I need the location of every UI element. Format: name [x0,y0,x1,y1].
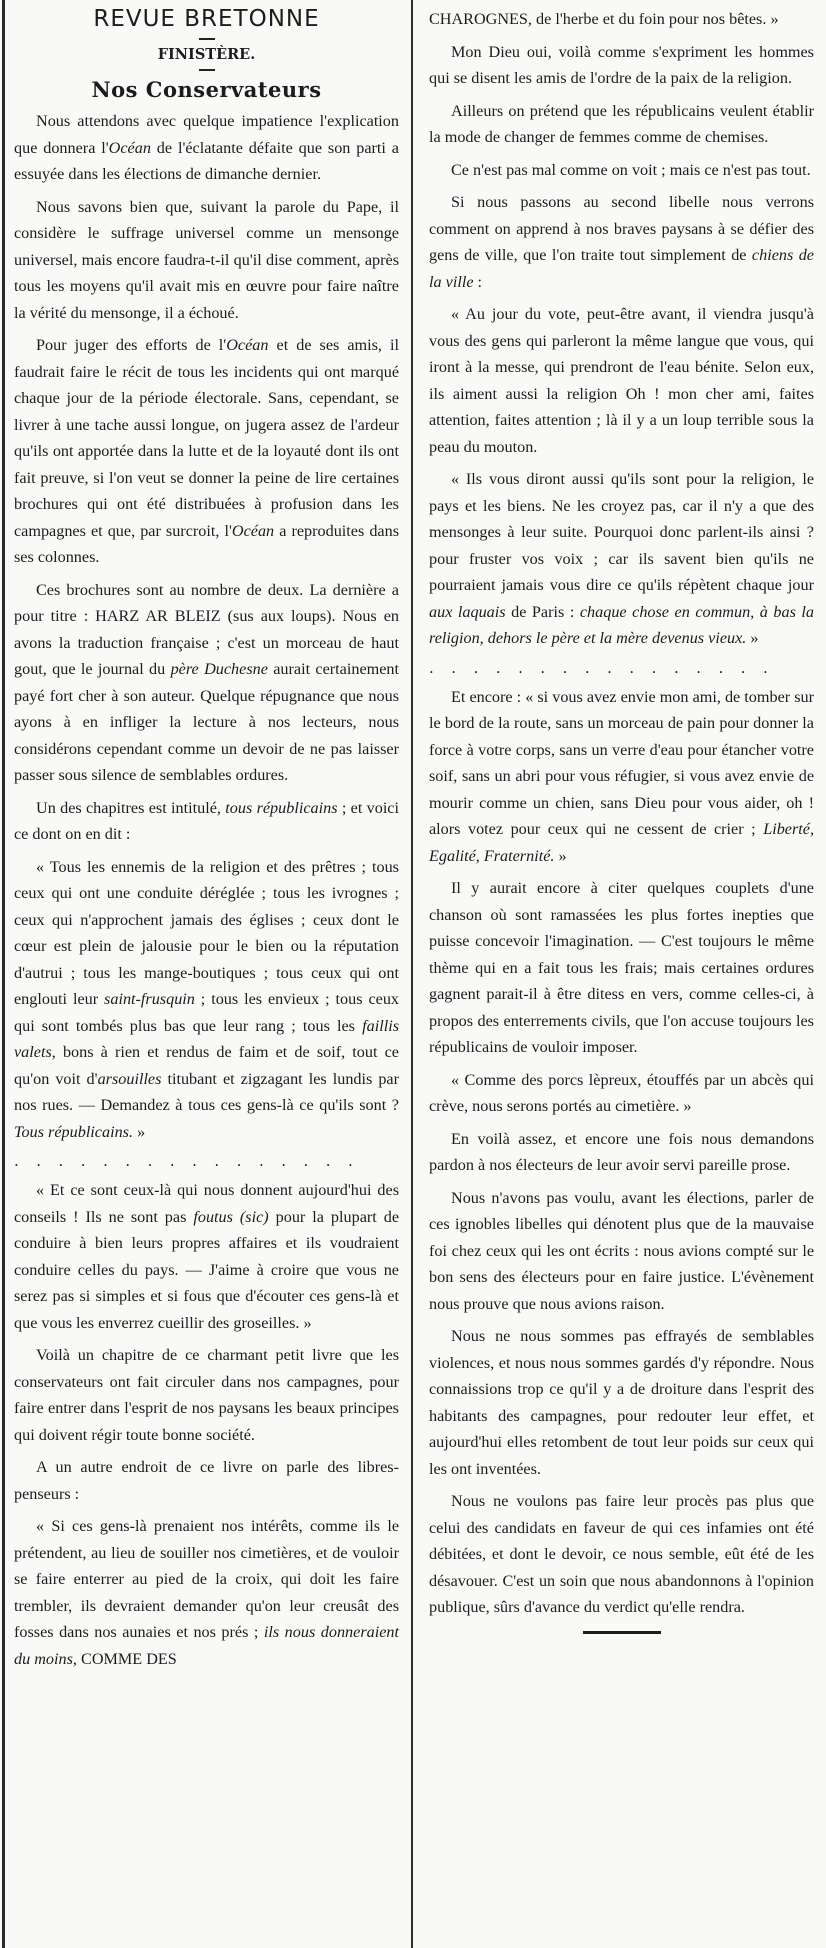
paragraph: Nous ne nous sommes pas effrayés de semblables violences, et nous nous sommes gardés d'y répondre. Nous connaissions trop ce qu'il y a de droiture dans l'esprit des habitants des campagnes, pour redouter leur effet, et aujourd'hui elles retombent de tout leur poids sur ceux qui les ont inventées. [429,1327,814,1478]
quote-paragraph: « Et ce sont ceux-là qui nous donnent aujourd'hui des conseils ! Ils ne sont pas foutus (sic) pour la plupart de conduire à bien leurs propres affaires et ils voudraient conduire celles du pays. — J'aime à croire que vous ne serez pas si simples et si fous que d'écouter ces gens-là et que vous les enverrez cueillir des groseilles. » [14,1181,400,1332]
paragraph: Ces brochures sont au nombre de deux. La dernière a pour titre : HARZ AR BLEIZ (sus aux loups). Nous en avons la traduction française ; c'est un morceau de haut gout, que le journal du père Duchesne aurait certainement payé fort cher à son auteur. Quelque répugnance que nous ayons à en infliger la lecture à nos lecteurs, nous considérons cependant comme un devoir de ne pas laisser passer sous silence de semblables ordures. [14,580,400,784]
paragraph: Et encore : « si vous avez envie mon ami, de tomber sur le bord de la route, sans un morceau de pain pour donner la force à votre corps, sans un verre d'eau pour étancher votre soif, sans un abri pour vous réfugier, si vous avez envie de mourir comme un chien, sans Dieu pour vous aider, oh ! alors votez pour ceux qui ne cessent de crier ; Liberté, Egalité, Fraternité. » [429,687,814,865]
masthead-title: REVUE BRETONNE [93,6,320,32]
paragraph: En voilà assez, et encore une fois nous demandons pardon à nos électeurs de leur avoir servi pareille prose. [429,1129,814,1174]
paragraph: Un des chapitres est intitulé, tous républicains ; et voici ce dont on en dit : [14,798,399,843]
paragraph: Pour juger des efforts de l'Océan et de ses amis, il faudrait faire le récit de tous les incidents qui ont marqué chaque jour de la période électorale. Sans, cependant, se livrer à une tache aussi longue, on jugera assez de l'ardeur qu'ils ont apportée dans la lutte et de la loyauté dont ils ont fait preuve, si l'on veut se donner la peine de lire certaines brochures qui ont été distribuées à profusion dans les campagnes et que, par surcroit, l'Océan a reproduites dans ses colonnes. [14,336,399,566]
article-headline: Nos Conservateurs [91,77,322,102]
section-title: FINISTÈRE. [157,46,256,63]
paragraph: Si nous passons au second libelle nous verrons comment on apprend à nos braves paysans à se défier des gens de ville, que l'on traite tout simplement de chiens de la ville : [429,193,814,291]
paragraph: Nous n'avons pas voulu, avant les élections, parler de ces ignobles libelles qui dénotent plus que de la mauvaise foi chez ceux qui les ont écrits : nous avions compté sur le bon sens des électeurs pour en faire justice. L'évènement nous prouve que nous avions raison. [429,1188,814,1313]
ellipsis-separator: ................ [14,1152,371,1170]
quote-paragraph: « Si ces gens-là prenaient nos intérêts, comme ils le prétendent, au lieu de souiller nos cimetières, et de vouloir se faire enterrer au pied de la croix, qui doit les faire trembler, ils devraient demander qu'on leur creusât des fosses dans nos aunaies et nos prés ; ils nous donneraient du moins, COMME DES [14,1517,399,1668]
paragraph: Ce n'est pas mal comme on voit ; mais ce n'est pas tout. [451,160,811,179]
paragraph: Mon Dieu oui, voilà comme s'expriment les hommes qui se disent les amis de l'ordre de la paix de la religion. [429,42,814,87]
column-divider [411,0,413,1948]
right-column [413,0,826,1948]
paragraph: A un autre endroit de ce livre on parle des libres-penseurs : [14,1458,399,1503]
paragraph: Voilà un chapitre de ce charmant petit livre que les conservateurs ont fait circuler dans nos campagnes, pour faire entrer dans l'esprit de nos paysans les beaux principes qui doivent régir toute bonne société. [14,1346,399,1444]
paragraph: Ailleurs on prétend que les républicains veulent établir la mode de changer de femmes comme de chemises. [429,101,814,146]
quote-paragraph: « Au jour du vote, peut-être avant, il viendra jusqu'à vous des gens qui parleront la même langue que vous, qui iront à la messe, qui prendront de l'eau bénite. Selon eux, ils aiment aussi la religion Oh ! mon cher ami, faites attention, faites attention ; là il y a un loup terrible sous la peau du mouton. [429,305,814,456]
ellipsis-separator: ................ [429,658,786,677]
paragraph: Nous ne voulons pas faire leur procès pas plus que celui des candidats en faveur de qui ces infamies ont été débitées, et dont le devoir, ce nous semble, eût été de les désavouer. C'est un soin que nous abandonnons à l'opinion publique, sûrs d'avance du verdict qu'elle rendra. [429,1492,814,1616]
quote-paragraph: « Comme des porcs lèpreux, étouffés par un abcès qui crève, nous serons portés au cimetière. » [429,1070,814,1115]
separator-dash [199,69,215,71]
paragraph: Nous attendons avec quelque impatience l'explication que donnera l'Océan de l'éclatante défaite que son parti a essuyée dans les élections de dimanche dernier. [14,112,399,183]
article-end-rule [583,1631,661,1634]
quote-paragraph: « Ils vous diront aussi qu'ils sont pour la religion, le pays et les biens. Ne les croyez pas, car il n'y a que des mensonges à leur suite. Pourquoi donc parlent-ils ainsi ? pour fruster vos voix ; car ils savent bien qu'ils ne pourraient jamais vous dire ce qu'ils répètent chaque jour aux laquais de Paris : chaque chose en commun, à bas la religion, dehors le père et la mère devenus vieux. » [429,470,814,647]
paragraph: CHAROGNES, de l'herbe et du foin pour nos bêtes. » [429,10,779,28]
paragraph: Nous savons bien que, suivant la parole du Pape, il considère le suffrage universel comme un mensonge universel, mais encore faudra-t-il qu'il dise comment, après tous les moyens qu'il avait mis en œuvre pour faire naître la vérité du mensonge, il a échoué. [14,197,399,322]
separator-dash [199,38,215,40]
paragraph: Il y aurait encore à citer quelques couplets d'une chanson où sont ramassées les plus fortes inepties que puisse concevoir l'imagination. — C'est toujours le même thème qui en a fait tous les frais; mais certaines ordures gagnent parait-il à être ditess en vers, comme celles-ci, à propos des enterrements civils, que l'on accuse toujours les républicains de vouloir imposer. [429,879,814,1056]
page-border-rule [2,0,5,1948]
quote-paragraph: « Tous les ennemis de la religion et des prêtres ; tous ceux qui ont une conduite déréglée ; tous les ivrognes ; ceux qui n'approchent jamais des églises ; ceux dont le cœur est plein de jalousie pour le bien ou la réputation d'autrui ; tous les mange-boutiques ; tous ceux qui ont englouti leur saint-frusquin ; tous les envieux ; tous ceux qui sont tombés plus bas que leur rang ; tous les faillis valets, bons à rien et rendus de faim et de soif, tout ce qu'on voit d'arsouilles titubant et zigzagant les lundis par nos rues. — Demandez à tous ces gens-là ce qu'ils sont ? Tous républicains. » [14,857,400,1141]
